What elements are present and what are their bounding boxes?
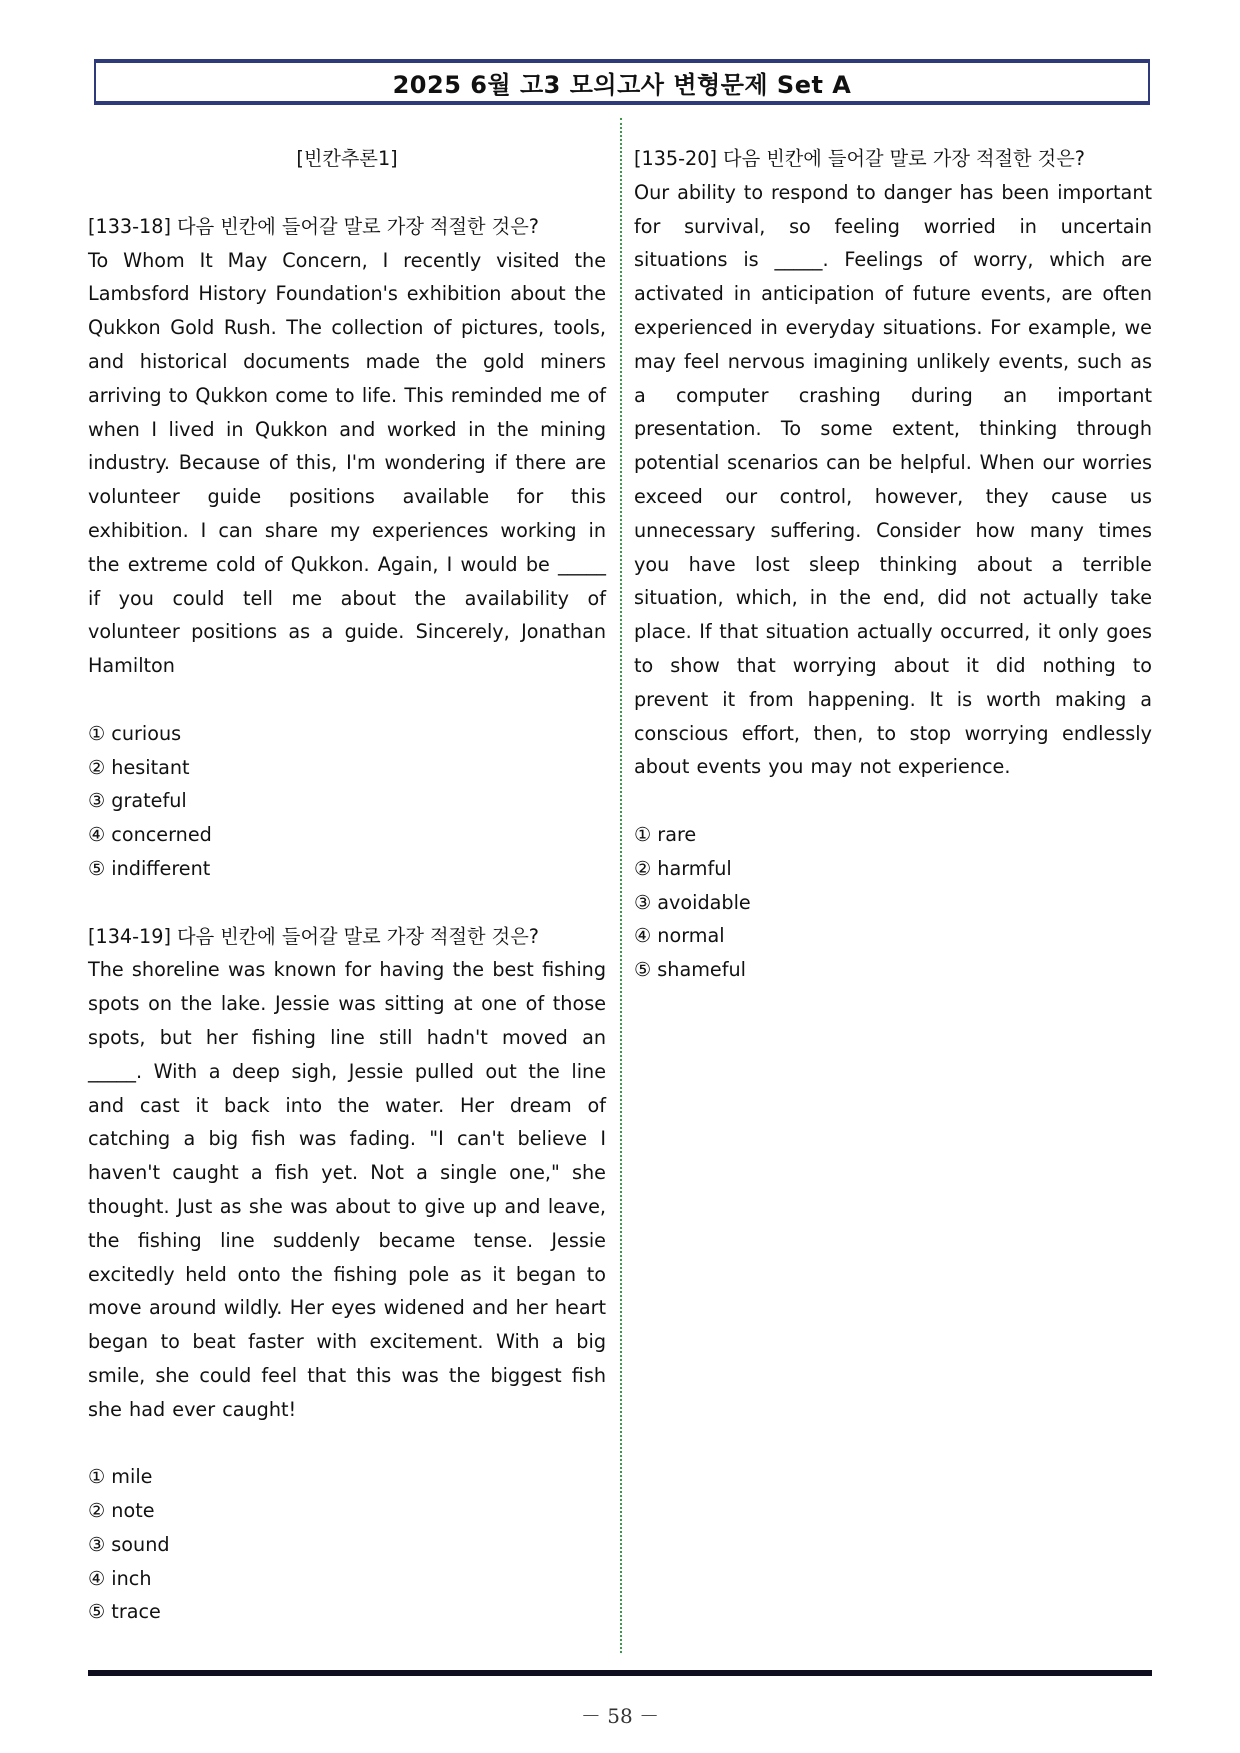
question-prompt: [134-19] 다음 빈칸에 들어갈 말로 가장 적절한 것은? bbox=[88, 924, 539, 948]
answer-options bbox=[634, 818, 1152, 987]
answer-option[interactable]: ② harmful bbox=[634, 856, 732, 880]
answer-option[interactable]: ④ normal bbox=[634, 924, 725, 948]
answer-option[interactable]: ③ avoidable bbox=[634, 890, 751, 914]
answer-option[interactable]: ① mile bbox=[88, 1465, 153, 1489]
answer-option[interactable]: ① curious bbox=[88, 721, 182, 745]
question-block bbox=[88, 920, 606, 1630]
question-passage: Our ability to respond to danger has been important for survival, so feeling worried in uncertain situations is _____. Feelings of worry, which are activated in anticipation of future events, are often experienced in everyday situations. For example, we may feel nervous imagining unlikely events, such as a computer crashing during an important presentation. To some extent, thinking through potential scenarios can be helpful. When our worries exceed our control, however, they cause us unnecessary suffering. Consider how many times you have lost sleep thinking about a terrible situation, which, in the end, did not actually take place. If that situation actually occurred, it only goes to show that worrying about it did nothing to prevent it from happening. It is worth making a conscious effort, then, to stop worrying endlessly about events you may not experience. bbox=[634, 180, 1152, 779]
question-block bbox=[634, 142, 1152, 987]
footer-rule bbox=[88, 1670, 1152, 1676]
answer-option[interactable]: ⑤ indifferent bbox=[88, 856, 211, 880]
page-title: 2025 6월 고3 모의고사 변형문제 Set A bbox=[392, 70, 852, 99]
answer-option[interactable]: ① rare bbox=[634, 822, 697, 846]
question-prompt: [133-18] 다음 빈칸에 들어갈 말로 가장 적절한 것은? bbox=[88, 214, 539, 238]
answer-option[interactable]: ③ sound bbox=[88, 1532, 170, 1556]
answer-option[interactable]: ③ grateful bbox=[88, 789, 187, 813]
answer-option[interactable]: ④ inch bbox=[88, 1566, 152, 1590]
column-divider bbox=[620, 118, 622, 1653]
answer-options bbox=[88, 717, 606, 886]
section-heading: [빈칸추론1] bbox=[296, 147, 398, 170]
answer-options bbox=[88, 1460, 606, 1629]
answer-option[interactable]: ② note bbox=[88, 1499, 155, 1523]
left-column bbox=[88, 142, 606, 1663]
question-block bbox=[88, 210, 606, 886]
question-passage: To Whom It May Concern, I recently visited the Lambsford History Foundation's exhibition about the Qukkon Gold Rush. The collection of pictures, tools, and historical documents made the gold miners arriving to Qukkon come to life. This reminded me of when I lived in Qukkon and worked in the mining industry. Because of this, I'm wondering if there are volunteer guide positions available for this exhibition. I can share my experiences working in the extreme cold of Qukkon. Again, I would be _____ if you could tell me about the availability of volunteer positions as a guide. Sincerely, Jonathan Hamilton bbox=[88, 248, 606, 678]
title-box bbox=[94, 59, 1150, 105]
answer-option[interactable]: ② hesitant bbox=[88, 755, 190, 779]
answer-option[interactable]: ⑤ trace bbox=[88, 1600, 161, 1624]
question-passage: The shoreline was known for having the best fishing spots on the lake. Jessie was sitting at one of those spots, but her fishing line still hadn't moved an _____. With a deep sigh, Jessie pulled out the line and cast it back into the water. Her dream of catching a big fish was fading. "I can't believe I haven't caught a fish yet. Not a single one," she thought. Just as she was about to give up and leave, the fishing line suddenly became tense. Jessie excitedly held onto the fishing pole as it began to move around wildly. Her eyes widened and her heart began to beat faster with excitement. With a big smile, she could feel that this was the biggest fish she had ever caught! bbox=[88, 958, 606, 1421]
answer-option[interactable]: ⑤ shameful bbox=[634, 958, 746, 982]
page-number: － 58 － bbox=[580, 1704, 660, 1728]
right-column bbox=[634, 142, 1152, 1021]
question-prompt: [135-20] 다음 빈칸에 들어갈 말로 가장 적절한 것은? bbox=[634, 147, 1085, 170]
answer-option[interactable]: ④ concerned bbox=[88, 823, 212, 847]
